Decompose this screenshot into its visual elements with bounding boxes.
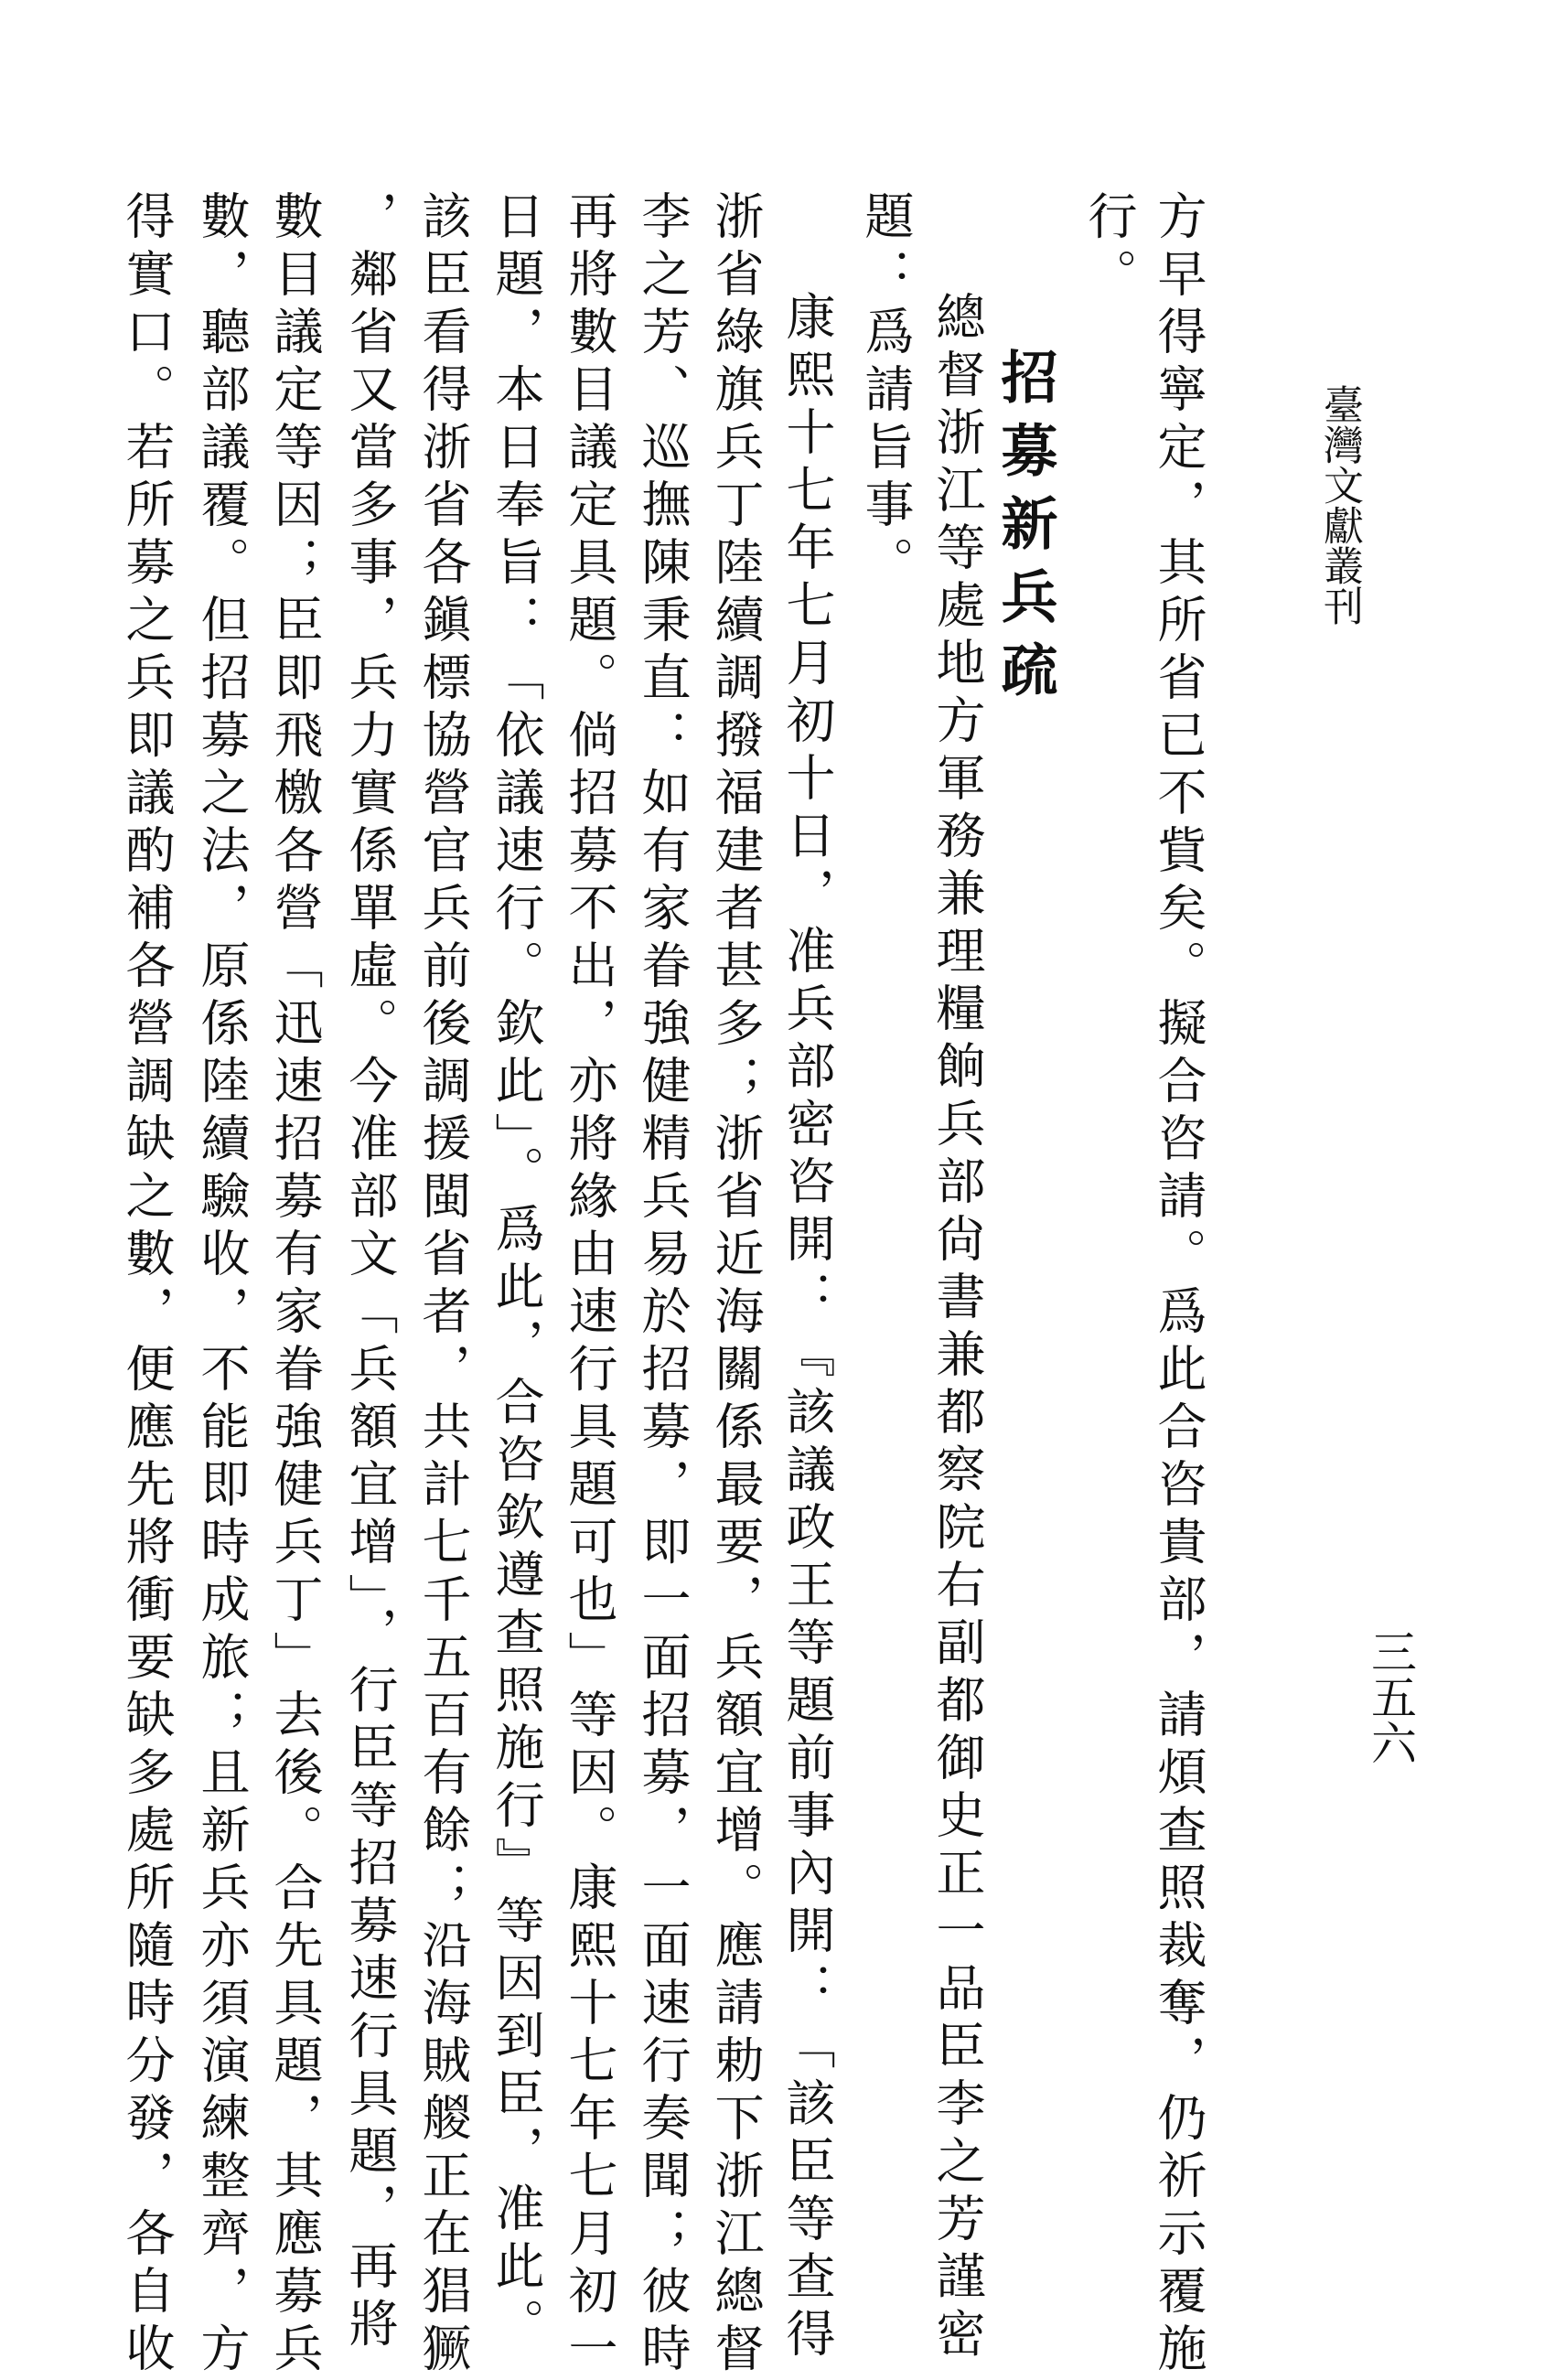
text-line: 數目議定等因；臣即飛檄各營「迅速招募有家眷強健兵丁」去後。合先具題，其應募兵 xyxy=(266,190,324,2380)
text-line: ，鄰省又當多事，兵力實係單虛。今准部文「兵額宜增」，行臣等招募速行具題，再將 xyxy=(341,190,399,2355)
text-line: 李之芳、巡撫陳秉直：如有家眷強健精兵易於招募，即一面招募，一面速行奏聞；彼時 xyxy=(634,190,692,2380)
text-line: 該臣看得浙省各鎭標協營官兵前後調援閩省者，共計七千五百有餘；沿海賊艐正在猖獗 xyxy=(414,190,472,2380)
text-line: 總督浙江等處地方軍務兼理糧餉兵部尙書兼都察院右副都御史正一品臣李之芳謹密 xyxy=(928,291,986,2365)
page-number: 三五六 xyxy=(1364,1628,1417,1765)
text-line: 得實口。若所募之兵即議酌補各營調缺之數，便應先將衝要缺多處所隨時分發，各自收 xyxy=(118,190,176,2380)
text-line: 題：爲請旨事。 xyxy=(857,190,915,594)
text-line: 浙省綠旗兵丁陸續調撥福建者甚多；浙省近海關係最要，兵額宜增。應請勅下浙江總督 xyxy=(707,190,765,2380)
text-line: 數，聽部議覆。但招募之法，原係陸續驗收，不能即時成旅；且新兵亦須演練整齊，方 xyxy=(193,190,251,2380)
text-line: 日題，本日奉旨：「依議速行。欽此」。爲此，合咨欽遵查照施行』等因到臣，准此。 xyxy=(488,190,545,2355)
text-line: 行。 xyxy=(1080,190,1138,306)
text-line: 再將數目議定具題。倘招募不出，亦將緣由速行具題可也」等因。康熙十七年七月初一 xyxy=(561,190,618,2380)
section-heading: 招募新兵疏 xyxy=(992,348,1058,713)
running-title: 臺灣文獻叢刊 xyxy=(1316,384,1363,626)
text-line: 方早得寧定，其所省已不貲矣。擬合咨請。爲此合咨貴部，請煩查照裁奪，仍祈示覆施 xyxy=(1150,190,1207,2380)
text-line: 康熙十七年七月初十日，准兵部密咨開：『該議政王等題前事內開：「該臣等查得 xyxy=(778,291,836,2365)
